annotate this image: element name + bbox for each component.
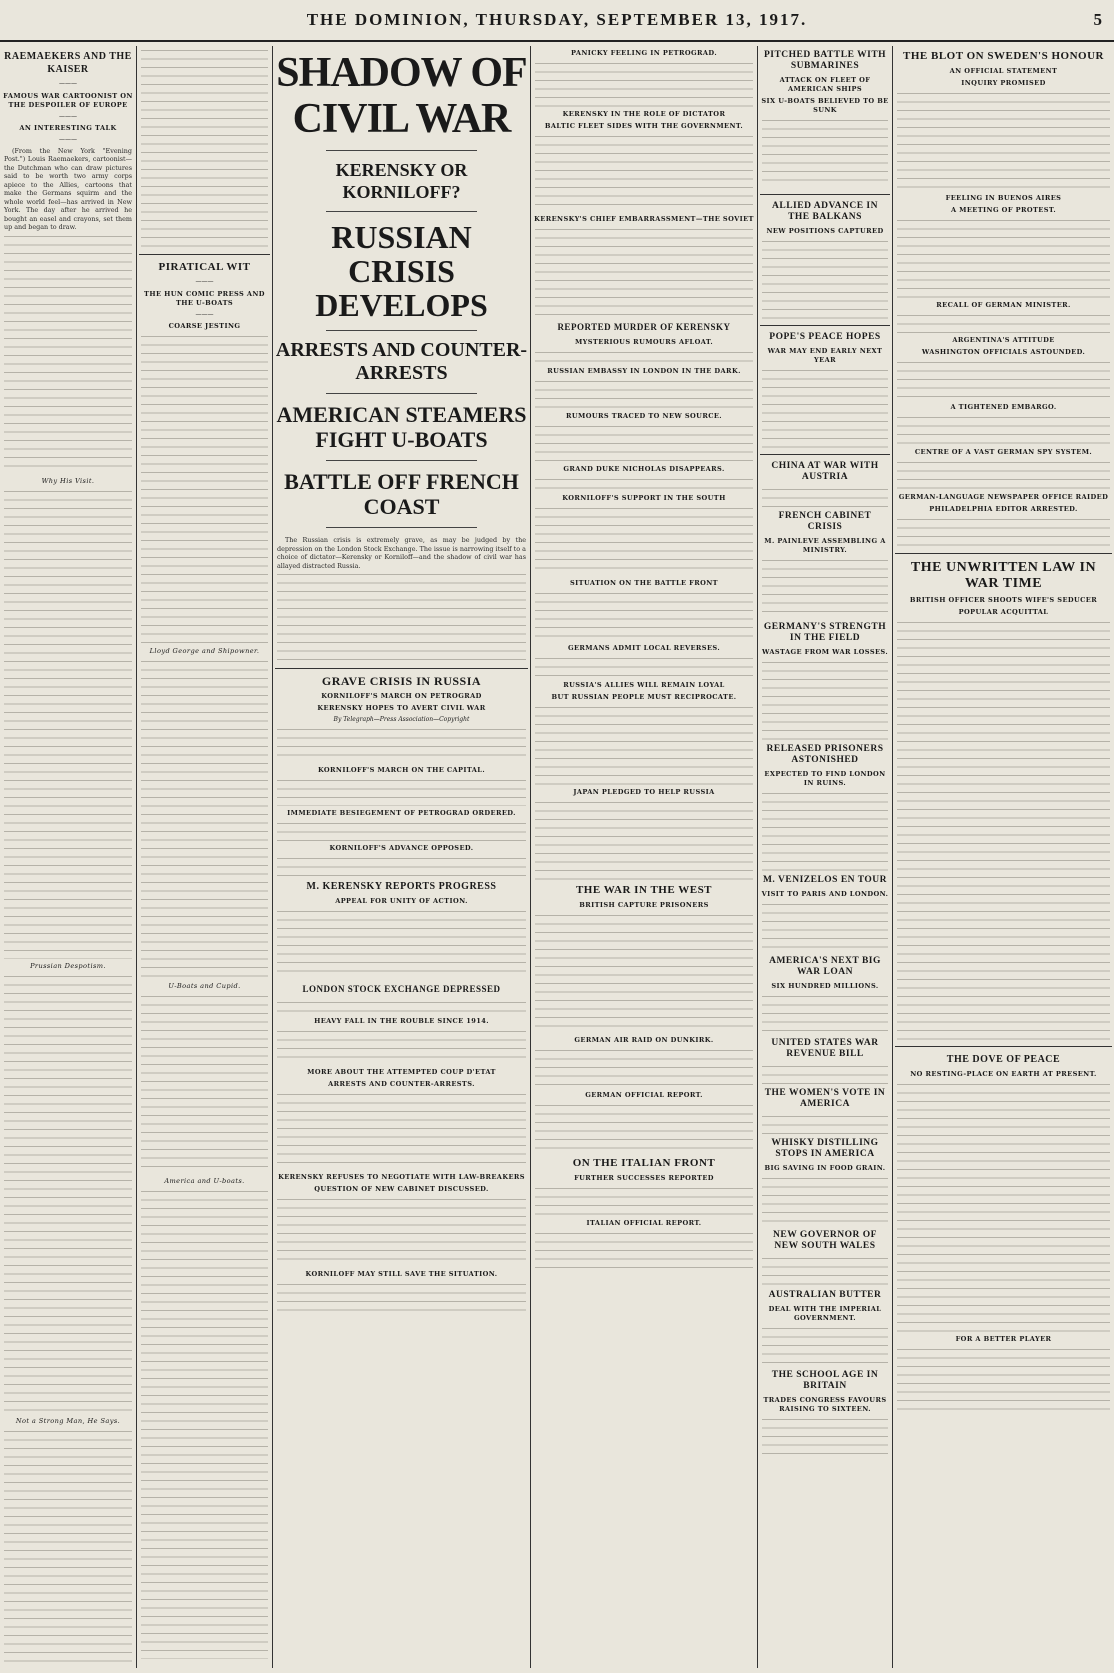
article-subhead: THE HUN COMIC PRESS AND THE U-BOATS bbox=[144, 289, 265, 307]
article-headline: SITUATION ON THE BATTLE FRONT bbox=[570, 579, 718, 587]
article-text-block bbox=[535, 913, 753, 1033]
article-text-block bbox=[762, 368, 888, 448]
article-text-block bbox=[762, 558, 888, 618]
section-subhead: U-Boats and Cupid. bbox=[168, 982, 241, 990]
article-text-block bbox=[897, 620, 1110, 1040]
section-subhead: Not a Strong Man, He Says. bbox=[15, 1416, 121, 1425]
article-text-block bbox=[535, 379, 753, 409]
section-subhead: BRITISH CAPTURE PRISONERS bbox=[579, 901, 709, 909]
column-5 bbox=[533, 46, 755, 1666]
lead-headline: SHADOW OF CIVIL WAR bbox=[276, 50, 527, 142]
article-text-block bbox=[535, 1103, 753, 1153]
article-text-block bbox=[277, 856, 526, 876]
article-headline: THE UNWRITTEN LAW IN WAR TIME bbox=[910, 560, 1097, 591]
article-text-block bbox=[4, 974, 132, 1414]
article-subhead: COARSE JESTING bbox=[168, 322, 241, 330]
section-subhead: MYSTERIOUS RUMOURS AFLOAT. bbox=[574, 338, 714, 346]
article-text-block bbox=[535, 134, 753, 212]
article-subhead: BRITISH OFFICER SHOOTS WIFE'S SEDUCER bbox=[909, 596, 1098, 604]
article-subhead: AN INTERESTING TALK bbox=[19, 124, 117, 132]
article-headline: THE SCHOOL AGE IN BRITAIN bbox=[771, 1370, 879, 1391]
column-6 bbox=[760, 46, 890, 1666]
lead-subhead: BATTLE OFF FRENCH COAST bbox=[284, 469, 519, 519]
article-text-block bbox=[762, 1256, 888, 1286]
section-subhead: PHILADELPHIA EDITOR ARRESTED. bbox=[929, 505, 1078, 513]
column-2: PIRATICAL WIT ——— THE HUN COMIC PRESS AND THE U-BOATS ——— COARSE JESTING Lloyd George and Shipowner. U-Boats and Cupid. America and U-boats. bbox=[139, 46, 270, 1666]
article-headline: RELEASED PRISONERS ASTONISHED bbox=[766, 744, 884, 765]
article-text-block bbox=[535, 477, 753, 491]
section-subhead: Why His Visit. bbox=[41, 476, 95, 485]
section-subhead: Lloyd George and Shipowner. bbox=[149, 647, 260, 655]
article-text-block bbox=[762, 1114, 888, 1134]
article-text-block bbox=[277, 821, 526, 841]
article-headline: PIRATICAL WIT bbox=[158, 261, 251, 273]
section-subhead: APPEAL FOR UNITY OF ACTION. bbox=[335, 896, 468, 905]
article-headline: ALLIED ADVANCE IN THE BALKANS bbox=[772, 201, 878, 222]
article-text-block bbox=[762, 994, 888, 1034]
article-text-block bbox=[277, 1000, 526, 1014]
column-rule bbox=[530, 46, 531, 1668]
lead-subhead: AMERICAN STEAMERS FIGHT U-BOATS bbox=[276, 402, 527, 452]
article-headline: JAPAN PLEDGED TO HELP RUSSIA bbox=[573, 788, 715, 796]
section-subhead: A MEETING OF PROTEST. bbox=[950, 206, 1057, 214]
article-text-block bbox=[277, 1092, 526, 1170]
article-headline: THE DOVE OF PEACE bbox=[946, 1054, 1061, 1065]
article-headline: CHINA AT WAR WITH AUSTRIA bbox=[771, 461, 879, 482]
article-headline: THE BLOT ON SWEDEN'S HONOUR bbox=[903, 50, 1104, 62]
column-1: RAEMAEKERS AND THE KAISER ——— FAMOUS WAR CARTOONIST ON THE DESPOILER OF EUROPE ——— AN INTERESTING TALK ——— (From the New York "Evening Post.") Louis Raemaekers, cartoonist—the Dutchman who can draw pictures said to be worth two army corps apiece to the Allies, cartoons that make the Germans squirm and the whole world feel—has arrived in New York. The day after he arrived he bought an easel and crayons, set them up and began to draw. Why His Visit. Prussian Despotism. Not a Strong Man, He Says. bbox=[2, 46, 134, 1666]
article-text-block bbox=[535, 61, 753, 107]
article-headline: THE WAR IN THE WEST bbox=[575, 884, 713, 896]
lead-body: The Russian crisis is extremely grave, as may be judged by the depression on the London Stock Exchange. The issue is narrowing itself to a choice of dictator—Kerensky or Korniloff—and the shadow of civil war has allayed distracted Russia. bbox=[277, 536, 526, 570]
article-text-block bbox=[141, 1189, 268, 1659]
article-text-block bbox=[277, 1197, 526, 1267]
article-headline: M. VENIZELOS EN TOUR bbox=[762, 875, 888, 885]
article-text-block bbox=[535, 506, 753, 576]
section-subhead: BUT RUSSIAN PEOPLE MUST RECIPROCATE. bbox=[551, 693, 737, 701]
article-text-block bbox=[535, 800, 753, 880]
section-subhead: KORNILOFF'S MARCH ON THE CAPITAL. bbox=[317, 765, 486, 774]
article-headline: GRAVE CRISIS IN RUSSIA bbox=[321, 674, 482, 688]
masthead-title: THE DOMINION, THURSDAY, SEPTEMBER 13, 1917. bbox=[306, 10, 808, 29]
article-text-block bbox=[277, 909, 526, 979]
lead-subhead: RUSSIAN CRISIS DEVELOPS bbox=[315, 219, 488, 323]
section-subhead: GERMAN OFFICIAL REPORT. bbox=[585, 1091, 703, 1099]
article-headline: KORNILOFF'S SUPPORT IN THE SOUTH bbox=[562, 494, 726, 502]
article-headline: KERENSKY IN THE ROLE OF DICTATOR bbox=[562, 110, 726, 118]
article-text-block bbox=[897, 415, 1110, 445]
masthead bbox=[0, 0, 1114, 42]
column-rule bbox=[272, 46, 273, 1668]
article-text-block bbox=[762, 1326, 888, 1366]
article-subhead: EXPECTED TO FIND LONDON IN RUINS. bbox=[764, 770, 886, 787]
column-rule bbox=[892, 46, 893, 1668]
section-subhead: IMMEDIATE BESIEGEMENT OF PETROGRAD ORDERED. bbox=[287, 808, 516, 817]
article-headline: AUSTRALIAN BUTTER bbox=[768, 1290, 882, 1300]
article-subhead: KERENSKY HOPES TO AVERT CIVIL WAR bbox=[317, 704, 486, 712]
article-headline: KERENSKY'S CHIEF EMBARRASSMENT—THE SOVIET bbox=[534, 215, 754, 223]
article-text-block bbox=[762, 1064, 888, 1084]
article-text-block bbox=[535, 424, 753, 462]
article-text-block bbox=[762, 660, 888, 740]
section-subhead: HEAVY FALL IN THE ROUBLE SINCE 1914. bbox=[314, 1016, 489, 1025]
lead-subhead: KERENSKY OR KORNILOFF? bbox=[335, 160, 468, 202]
column-7 bbox=[895, 46, 1112, 1666]
section-subhead: KERENSKY REFUSES TO NEGOTIATE WITH LAW-BREAKERS bbox=[278, 1172, 525, 1181]
article-text-block bbox=[4, 489, 132, 959]
article-subhead: ATTACK ON FLEET OF AMERICAN SHIPS bbox=[779, 76, 871, 93]
article-text-block bbox=[277, 1029, 526, 1065]
article-text-block bbox=[897, 517, 1110, 547]
article-text-block bbox=[897, 1347, 1110, 1417]
article-text-block bbox=[535, 350, 753, 364]
section-subhead: RECALL OF GERMAN MINISTER. bbox=[936, 301, 1071, 309]
article-subhead: FEELING IN BUENOS AIRES bbox=[945, 194, 1062, 202]
page-number: 5 bbox=[1093, 10, 1102, 29]
section-subhead: PANICKY FEELING IN PETROGRAD. bbox=[570, 49, 718, 57]
article-text-block bbox=[535, 1048, 753, 1088]
article-text-block bbox=[535, 656, 753, 678]
section-subhead: GRAND DUKE NICHOLAS DISAPPEARS. bbox=[563, 465, 725, 473]
section-subhead: KORNILOFF'S ADVANCE OPPOSED. bbox=[329, 843, 474, 852]
article-text-block bbox=[141, 334, 268, 644]
article-subhead: M. PAINLEVE ASSEMBLING A MINISTRY. bbox=[764, 537, 886, 554]
section-subhead: America and U-boats. bbox=[164, 1177, 245, 1185]
article-text-block bbox=[535, 591, 753, 641]
article-text-block bbox=[277, 727, 526, 763]
article-text-block bbox=[762, 791, 888, 871]
article-headline: REPORTED MURDER OF KERENSKY bbox=[557, 322, 731, 332]
article-headline: NEW GOVERNOR OF NEW SOUTH WALES bbox=[773, 1230, 877, 1251]
article-headline: RAEMAEKERS AND THE KAISER bbox=[4, 51, 132, 75]
article-headline: AMERICA'S NEXT BIG WAR LOAN bbox=[769, 956, 881, 977]
article-subhead: FAMOUS WAR CARTOONIST ON THE DESPOILER OF EUROPE bbox=[3, 91, 133, 109]
article-text-block bbox=[897, 91, 1110, 191]
article-text-block bbox=[535, 1231, 753, 1271]
article-text-block bbox=[762, 118, 888, 188]
article-text-block bbox=[762, 902, 888, 952]
article-text-block bbox=[141, 994, 268, 1174]
article-subhead: ARGENTINA'S ATTITUDE bbox=[952, 336, 1055, 344]
article-subhead: FOR A BETTER PLAYER bbox=[955, 1335, 1052, 1343]
article-headline: M. KERENSKY REPORTS PROGRESS bbox=[306, 880, 497, 892]
lead-story bbox=[275, 46, 528, 1666]
article-subhead: BIG SAVING IN FOOD GRAIN. bbox=[764, 1164, 886, 1172]
article-text-block bbox=[535, 1186, 753, 1216]
article-text-block bbox=[897, 1082, 1110, 1332]
article-subhead: NEW POSITIONS CAPTURED bbox=[766, 227, 884, 235]
article-text-block bbox=[277, 1282, 526, 1312]
column-rule bbox=[757, 46, 758, 1668]
article-text-block bbox=[897, 218, 1110, 298]
section-subhead: Prussian Despotism. bbox=[30, 961, 106, 970]
lead-subhead: ARRESTS AND COUNTER-ARRESTS bbox=[275, 339, 528, 384]
article-text-block bbox=[762, 1176, 888, 1226]
article-headline: FRENCH CABINET CRISIS bbox=[778, 511, 872, 532]
article-subhead: SIX HUNDRED MILLIONS. bbox=[771, 982, 879, 990]
section-subhead: KORNILOFF MAY STILL SAVE THE SITUATION. bbox=[305, 1269, 498, 1278]
article-subhead: AN OFFICIAL STATEMENT bbox=[949, 67, 1058, 75]
article-text-block bbox=[277, 778, 526, 806]
article-subhead: VISIT TO PARIS AND LONDON. bbox=[761, 890, 889, 898]
section-subhead: GERMAN AIR RAID ON DUNKIRK. bbox=[574, 1036, 714, 1044]
article-headline: WHISKY DISTILLING STOPS IN AMERICA bbox=[771, 1138, 879, 1159]
article-text-block bbox=[762, 487, 888, 507]
article-text-block bbox=[897, 460, 1110, 490]
article-text-block bbox=[4, 1429, 132, 1667]
article-subhead: TRADES CONGRESS FAVOURS RAISING TO SIXTEEN. bbox=[763, 1396, 887, 1413]
section-subhead: A TIGHTENED EMBARGO. bbox=[950, 403, 1057, 411]
article-text-block bbox=[762, 1417, 888, 1457]
article-subhead: DEAL WITH THE IMPERIAL GOVERNMENT. bbox=[768, 1305, 882, 1322]
article-text-block bbox=[897, 313, 1110, 333]
byline: By Telegraph—Press Association—Copyright bbox=[333, 716, 470, 723]
article-subhead: NO RESTING-PLACE ON EARTH AT PRESENT. bbox=[910, 1070, 1097, 1078]
section-subhead: RUSSIAN EMBASSY IN LONDON IN THE DARK. bbox=[547, 367, 741, 375]
article-headline: LONDON STOCK EXCHANGE DEPRESSED bbox=[302, 983, 501, 994]
article-headline: RUSSIA'S ALLIES WILL REMAIN LOYAL bbox=[563, 681, 725, 689]
article-text-block bbox=[141, 48, 268, 248]
article-headline: THE WOMEN'S VOTE IN AMERICA bbox=[764, 1088, 886, 1109]
article-subhead: INQUIRY PROMISED bbox=[961, 79, 1046, 87]
section-subhead: GERMANS ADMIT LOCAL REVERSES. bbox=[567, 644, 721, 652]
article-text-block bbox=[897, 360, 1110, 400]
section-subhead: MORE ABOUT THE ATTEMPTED COUP D'ETAT bbox=[307, 1067, 496, 1076]
article-text-block bbox=[535, 227, 753, 317]
section-subhead: ITALIAN OFFICIAL REPORT. bbox=[586, 1219, 702, 1227]
article-headline: PITCHED BATTLE WITH SUBMARINES bbox=[763, 50, 887, 71]
article-headline: POPE'S PEACE HOPES bbox=[769, 332, 881, 342]
article-subhead: KORNILOFF'S MARCH ON PETROGRAD bbox=[321, 692, 482, 700]
article-text-block bbox=[535, 705, 753, 785]
article-body: (From the New York "Evening Post.") Louis Raemaekers, cartoonist—the Dutchman who can draw pictures said to be worth two army corps apiece to the Allies, cartoons that make the Germans squirm and the whole world feel—has arrived in New York. The day after he arrived he bought an easel and crayons, set them up and began to draw. bbox=[4, 146, 132, 231]
article-text-block bbox=[4, 234, 132, 474]
article-headline: GERMANY'S STRENGTH IN THE FIELD bbox=[763, 622, 887, 643]
article-text-block bbox=[277, 572, 526, 662]
article-headline: ON THE ITALIAN FRONT bbox=[572, 1157, 716, 1169]
article-text-block bbox=[141, 659, 268, 979]
section-subhead: QUESTION OF NEW CABINET DISCUSSED. bbox=[314, 1184, 489, 1193]
column-rule bbox=[136, 46, 137, 1668]
article-subhead: GERMAN-LANGUAGE NEWSPAPER OFFICE RAIDED bbox=[898, 493, 1109, 501]
section-subhead: RUMOURS TRACED TO NEW SOURCE. bbox=[566, 412, 722, 420]
article-text-block bbox=[762, 239, 888, 319]
article-subhead: SIX U-BOATS BELIEVED TO BE SUNK bbox=[761, 97, 889, 114]
section-subhead: FURTHER SUCCESSES REPORTED bbox=[574, 1174, 714, 1182]
section-subhead: WASHINGTON OFFICIALS ASTOUNDED. bbox=[921, 348, 1086, 356]
section-subhead: BALTIC FLEET SIDES WITH THE GOVERNMENT. bbox=[544, 122, 744, 130]
section-subhead: ARRESTS AND COUNTER-ARRESTS. bbox=[328, 1079, 475, 1088]
article-subhead: WAR MAY END EARLY NEXT YEAR bbox=[767, 347, 883, 364]
article-subhead: WASTAGE FROM WAR LOSSES. bbox=[761, 648, 889, 656]
section-subhead: CENTRE OF A VAST GERMAN SPY SYSTEM. bbox=[914, 448, 1093, 456]
article-subhead: POPULAR ACQUITTAL bbox=[958, 608, 1049, 616]
article-headline: UNITED STATES WAR REVENUE BILL bbox=[771, 1038, 879, 1059]
